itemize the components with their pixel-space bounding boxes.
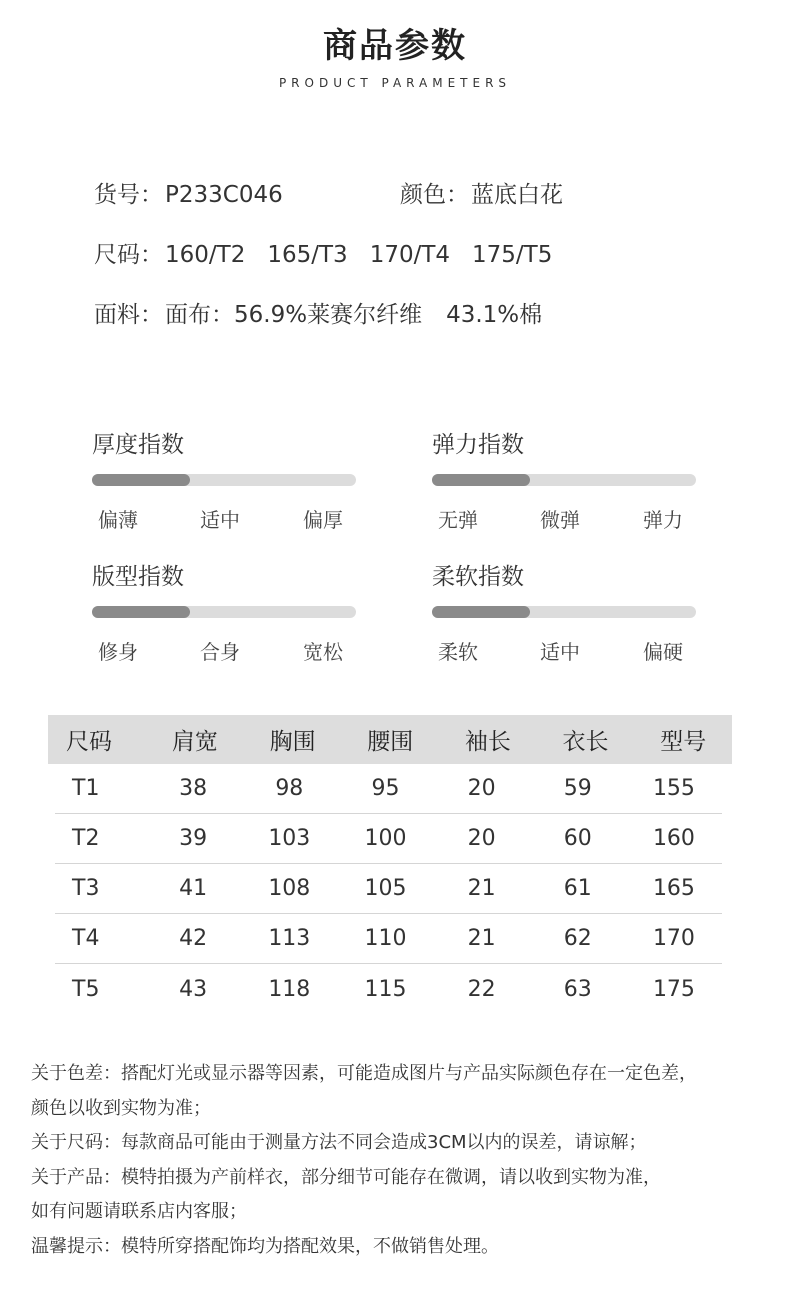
table-row [55,814,722,864]
fabric [94,296,542,329]
scale-label: 微弹 [540,508,580,532]
table-cell: 21 [467,876,496,901]
table-cell: 61 [563,876,592,901]
size-option: 165/T3 [267,242,348,268]
softness-index [432,562,696,662]
index-bar-fill [432,606,530,618]
page-subtitle: PRODUCT PARAMETERS [278,76,512,90]
note-line: 温馨提示：模特所穿搭配饰均为搭配效果，不做销售处理。 [31,1235,499,1257]
scale-label: 偏厚 [303,508,343,532]
table-cell: 115 [364,976,407,1002]
table-cell: 170 [652,926,695,951]
scale-label: 宽松 [303,640,343,664]
table-cell: 43 [179,976,208,1002]
index-title: 弹力指数 [432,432,524,458]
item-number [94,176,283,209]
index-bar-fill [92,474,190,486]
color-value: 蓝底白花 [471,182,563,208]
index-title: 厚度指数 [92,432,184,458]
column-header: 胸围 [269,729,316,755]
table-cell: T2 [72,826,100,851]
index-bar-fill [432,474,530,486]
table-cell: 160 [652,826,695,851]
note-line: 关于尺码：每款商品可能由于测量方法不同会造成3CM以内的误差，请谅解； [31,1132,647,1153]
table-cell: 155 [652,776,695,801]
table-cell: 59 [563,776,592,801]
fabric-value: 面布：56.9%莱赛尔纤维 [165,302,423,328]
table-row [55,964,722,1014]
elasticity-index [432,430,696,530]
scale-label: 柔软 [438,640,478,664]
index-bar [432,606,696,618]
table-cell: 118 [268,976,311,1002]
size-label: 尺码： [94,242,163,268]
column-header: 型号 [660,729,707,755]
column-header: 肩宽 [171,729,218,755]
table-cell: 20 [467,776,496,801]
index-scale [92,504,356,530]
item-number-label: 货号： [94,182,163,208]
table-cell: T5 [72,976,100,1002]
sizes [94,236,552,269]
page-title: 商品参数 [323,26,467,66]
scale-label: 适中 [540,640,580,664]
scale-label: 适中 [200,508,240,532]
index-scale [92,636,356,662]
table-cell: T3 [72,876,100,901]
index-bar [432,474,696,486]
scale-label: 修身 [98,640,138,664]
color-label: 颜色： [400,182,469,208]
note-line: 关于色差：搭配灯光或显示器等因素，可能造成图片与产品实际颜色存在一定色差， [31,1063,697,1084]
table-cell: 62 [563,926,592,951]
note-line: 如有问题请联系店内客服； [31,1201,247,1222]
table-row [55,764,722,814]
scale-label: 无弹 [438,508,478,532]
table-cell: 103 [268,826,311,851]
item-number-value: P233C046 [165,182,283,208]
scale-label: 偏薄 [98,508,138,532]
table-cell: 110 [364,926,407,951]
table-cell: 105 [364,876,407,901]
table-cell: 20 [467,826,496,851]
table-cell: T4 [72,926,100,951]
scale-label: 弹力 [643,508,683,532]
table-cell: 21 [467,926,496,951]
table-cell: 22 [467,976,496,1002]
table-cell: 95 [371,776,400,801]
index-title: 柔软指数 [432,564,524,590]
table-cell: 165 [652,876,695,901]
table-cell: 41 [179,876,208,901]
table-cell: 42 [179,926,208,951]
size-option: 160/T2 [165,242,246,268]
thickness-index [92,430,356,530]
index-scale [432,636,696,662]
table-cell: 63 [563,976,592,1002]
table-cell: T1 [72,776,100,801]
note-line: 关于产品：模特拍摄为产前样衣，部分细节可能存在微调，请以收到实物为准， [31,1166,661,1188]
column-header: 尺码 [66,729,112,755]
fabric-label: 面料： [94,302,163,328]
column-header: 袖长 [464,729,511,755]
table-row [55,914,722,964]
table-cell: 175 [652,976,695,1002]
scale-label: 合身 [200,640,240,664]
size-table [48,715,732,1014]
notes-section [31,1057,771,1264]
table-cell: 39 [179,826,208,851]
fabric-extra-value: 43.1%棉 [446,302,543,328]
table-cell: 100 [364,826,407,851]
index-scale [432,504,696,530]
index-bar-fill [92,606,190,618]
table-cell: 38 [179,776,208,801]
index-bar [92,606,356,618]
scale-label: 偏硬 [643,640,683,664]
table-header [48,715,732,764]
color [400,176,563,209]
note-line: 颜色以收到实物为准； [31,1097,211,1119]
size-option: 170/T4 [369,242,451,268]
fit-index [92,562,356,662]
index-bar [92,474,356,486]
table-body [48,764,732,1014]
column-header: 腰围 [367,729,414,755]
table-cell: 108 [268,876,311,901]
column-header: 衣长 [562,729,609,755]
index-title: 版型指数 [92,564,184,590]
table-cell: 113 [268,926,311,951]
table-cell: 98 [275,776,304,801]
table-cell: 60 [563,826,592,851]
size-option: 175/T5 [472,242,553,268]
table-row [55,864,722,914]
